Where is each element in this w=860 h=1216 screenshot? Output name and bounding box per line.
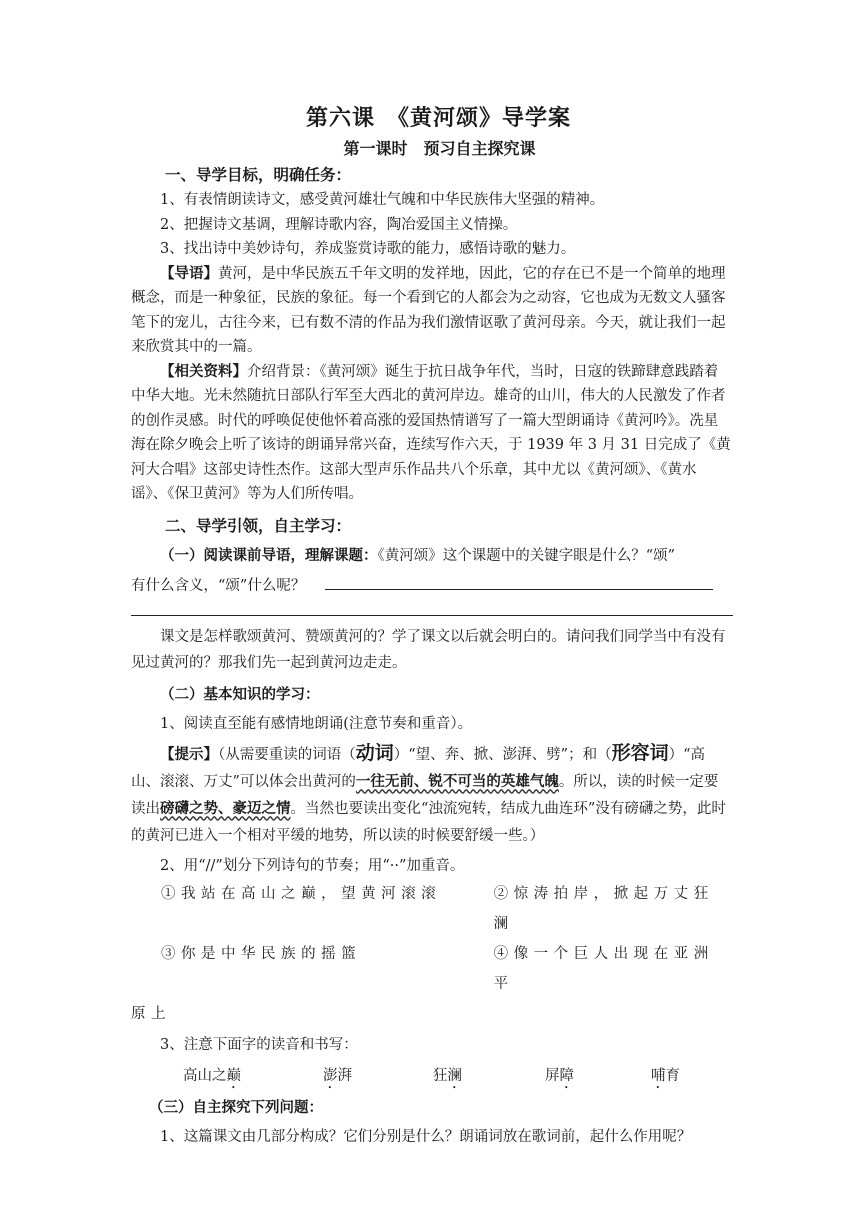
poem-lines: [131, 879, 732, 1029]
intro-label: 【导语】: [160, 265, 218, 282]
word-item: 澎湃: [323, 1067, 352, 1084]
question-1-text-a: 《黄河颂》这个课题中的关键字眼是什么？“颂”: [377, 547, 676, 564]
reference-label: 【相关资料】: [160, 363, 247, 380]
tip-emphasis-2: 磅礴之势、豪迈之情: [160, 800, 291, 817]
question-1-label: （一）阅读课前导语，理解课题：: [160, 547, 378, 564]
section-heading-study: 二、导学引领，自主学习：: [165, 516, 352, 535]
question-1: [131, 544, 732, 569]
word-list: [131, 1060, 732, 1092]
intro-paragraph: [131, 262, 732, 360]
word-item: 高山之巅: [183, 1067, 241, 1084]
question-1-line: [131, 574, 732, 599]
tip-text-f: 。当然也要读出变化“浊流宛转，结成九曲连环”没有磅礴之势，此时的黄河已进入一个相对平缓的地势，所以读的时候要舒缓一些。）: [131, 800, 726, 844]
poem-line-3: ③你是中华民族的摇篮: [161, 945, 362, 962]
tip-paragraph: [131, 740, 732, 850]
tip-emphasis-1: 一往无前、锐不可当的英雄气魄: [355, 773, 559, 790]
subsection-explore: （三）自主探究下列问题：: [149, 1099, 323, 1116]
goal-item-2: 2、把握诗文基调，理解诗歌内容，陶冶爱国主义情操。: [160, 216, 518, 233]
word-item: 屏障: [545, 1067, 574, 1084]
word-item: 狂澜: [433, 1067, 462, 1084]
goal-item-1: 1、有表情朗读诗文，感受黄河雄壮气魄和中华民族伟大坚强的精神。: [160, 192, 605, 208]
word-item: 哺育: [651, 1067, 680, 1084]
tip-adjective: 形容词: [611, 741, 669, 764]
page-title: 第六课 《黄河颂》导学案: [305, 106, 571, 131]
answer-blank-2[interactable]: [131, 599, 733, 616]
explore-item-1: 1、这篇课文由几部分构成？它们分别是什么？朗诵词放在歌词前，起什么作用呢？: [160, 1128, 692, 1145]
tip-text-a: （从需要重读的词语（: [218, 746, 356, 763]
poem-line-1: ①我站在高山之巅，望黄河滚滚: [161, 885, 442, 902]
basic-item-2: 2、用“//”划分下列诗句的节奏；用“··”加重音。: [160, 857, 465, 874]
poem-line-2: ②惊涛拍岸，掀起万丈狂澜: [493, 885, 714, 932]
tip-text-c: ）“高山、滚滚、万丈”可以体会出黄河的: [131, 746, 706, 790]
basic-item-1: 1、阅读直至能有感情地朗诵(注意节奏和重音）。: [160, 715, 473, 732]
question-1-text-b: 有什么含义，“颂”什么呢？: [131, 577, 306, 594]
tip-text-b: ）“望、奔、掀、澎湃、劈”；和（: [393, 746, 612, 763]
answer-blank-1[interactable]: [325, 575, 713, 590]
transition-paragraph: 课文是怎样歌颂黄河、赞颂黄河的？学了课文以后就会明白的。请问我们同学当中有没有见过黄河的？那我们先一起到黄河边走走。: [131, 628, 726, 671]
poem-line-4-cont: 原上: [131, 1005, 172, 1022]
section-heading-goals: 一、导学目标，明确任务：: [165, 166, 352, 184]
tip-label: 【提示】: [160, 746, 218, 763]
goal-item-3: 3、找出诗中美妙诗句，养成鉴赏诗歌的能力，感悟诗歌的魅力。: [160, 241, 576, 257]
poem-line-4: ④像一个巨人出现在亚洲平: [493, 945, 714, 992]
tip-text-d: 。所以，读的时候一定要读出: [131, 773, 719, 817]
subsection-basic: （二）基本知识的学习：: [160, 686, 320, 703]
basic-item-3: 3、注意下面字的读音和书写：: [160, 1036, 358, 1053]
reference-paragraph: [131, 360, 732, 507]
intro-text: 黄河，是中华民族五千年文明的发祥地，因此，它的存在已不是一个简单的地理概念，而是一种象征，民族的象征。每一个看到它的人都会为之动容，它也成为无数文人骚客笔下的宠儿，古往今来，已有数不清的作品为我们激情讴歌了黄河母亲。今天，就让我们一起来欣赏其中的一篇。: [131, 265, 726, 355]
reference-text: 介绍背景：《黄河颂》诞生于抗日战争年代，当时，日寇的铁蹄肆意践踏着中华大地。光未然随抗日部队行军至大西北的黄河岸边。雄奇的山川，伟大的人民激发了作者的创作灵感。时代的呼唤促使他怀着高涨的爱国热情谱写了一篇大型朗诵诗《黄河吟》。冼星海在除夕晚会上听了该诗的朗诵异常兴奋，连续写作六天，于 1939 年 3 月 31 日完成了《黄河大合唱》这部史诗性杰作。这部大型声乐作品共八个乐章，其中尤以《黄河颂》、《黄水谣》、《保卫黄河》等为人们所传唱。: [131, 363, 731, 502]
page-subtitle: 第一课时 预习自主探究课: [343, 139, 536, 158]
tip-verb: 动词: [355, 741, 394, 764]
